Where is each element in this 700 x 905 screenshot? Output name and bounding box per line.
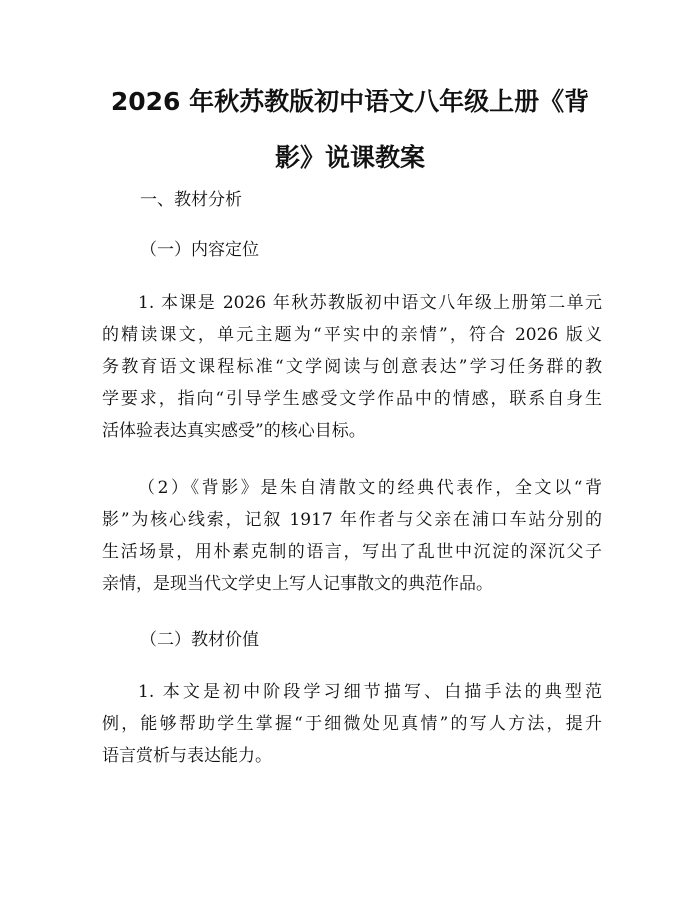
title-line-1: 2026 年秋苏教版初中语文八年级上册《背 — [110, 87, 590, 116]
paragraph-line: 的精读课文，单元主题为“平实中的亲情”，符合 2026 版义 — [102, 325, 602, 345]
title-line-2: 影》说课教案 — [274, 143, 425, 172]
document-title — [95, 74, 605, 186]
subsection-heading-content-positioning: （一）内容定位 — [140, 240, 259, 260]
paragraph-line: 学要求，指向“引导学生感受文学作品中的情感，联系自身生 — [102, 389, 602, 409]
paragraph-line: 亲情，是现当代文学史上写人记事散文的典范作品。 — [102, 574, 493, 594]
paragraph-line: 1. 本课是 2026 年秋苏教版初中语文八年级上册第二单元 — [138, 293, 602, 313]
section-heading-textbook-analysis: 一、教材分析 — [140, 190, 242, 210]
paragraph-line: 活体验表达真实感受”的核心目标。 — [102, 421, 366, 441]
paragraph-textbook-value-1 — [102, 676, 602, 772]
subsection-heading-textbook-value: （二）教材价值 — [140, 630, 259, 650]
paragraph-content-positioning-1 — [102, 287, 602, 447]
paragraph-line: 例，能够帮助学生掌握“于细微处见真情”的写人方法，提升 — [102, 714, 602, 734]
paragraph-content-positioning-2 — [102, 472, 602, 600]
paragraph-line: （2）《背影》是朱自清散文的经典代表作，全文以“背 — [138, 478, 602, 498]
paragraph-line: 语言赏析与表达能力。 — [102, 746, 272, 766]
paragraph-line: 务教育语文课程标准“文学阅读与创意表达”学习任务群的教 — [102, 357, 602, 377]
paragraph-line: 1. 本文是初中阶段学习细节描写、白描手法的典型范 — [138, 682, 602, 702]
paragraph-line: 生活场景，用朴素克制的语言，写出了乱世中沉淀的深沉父子 — [102, 542, 602, 562]
paragraph-line: 影”为核心线索，记叙 1917 年作者与父亲在浦口车站分别的 — [102, 510, 602, 530]
